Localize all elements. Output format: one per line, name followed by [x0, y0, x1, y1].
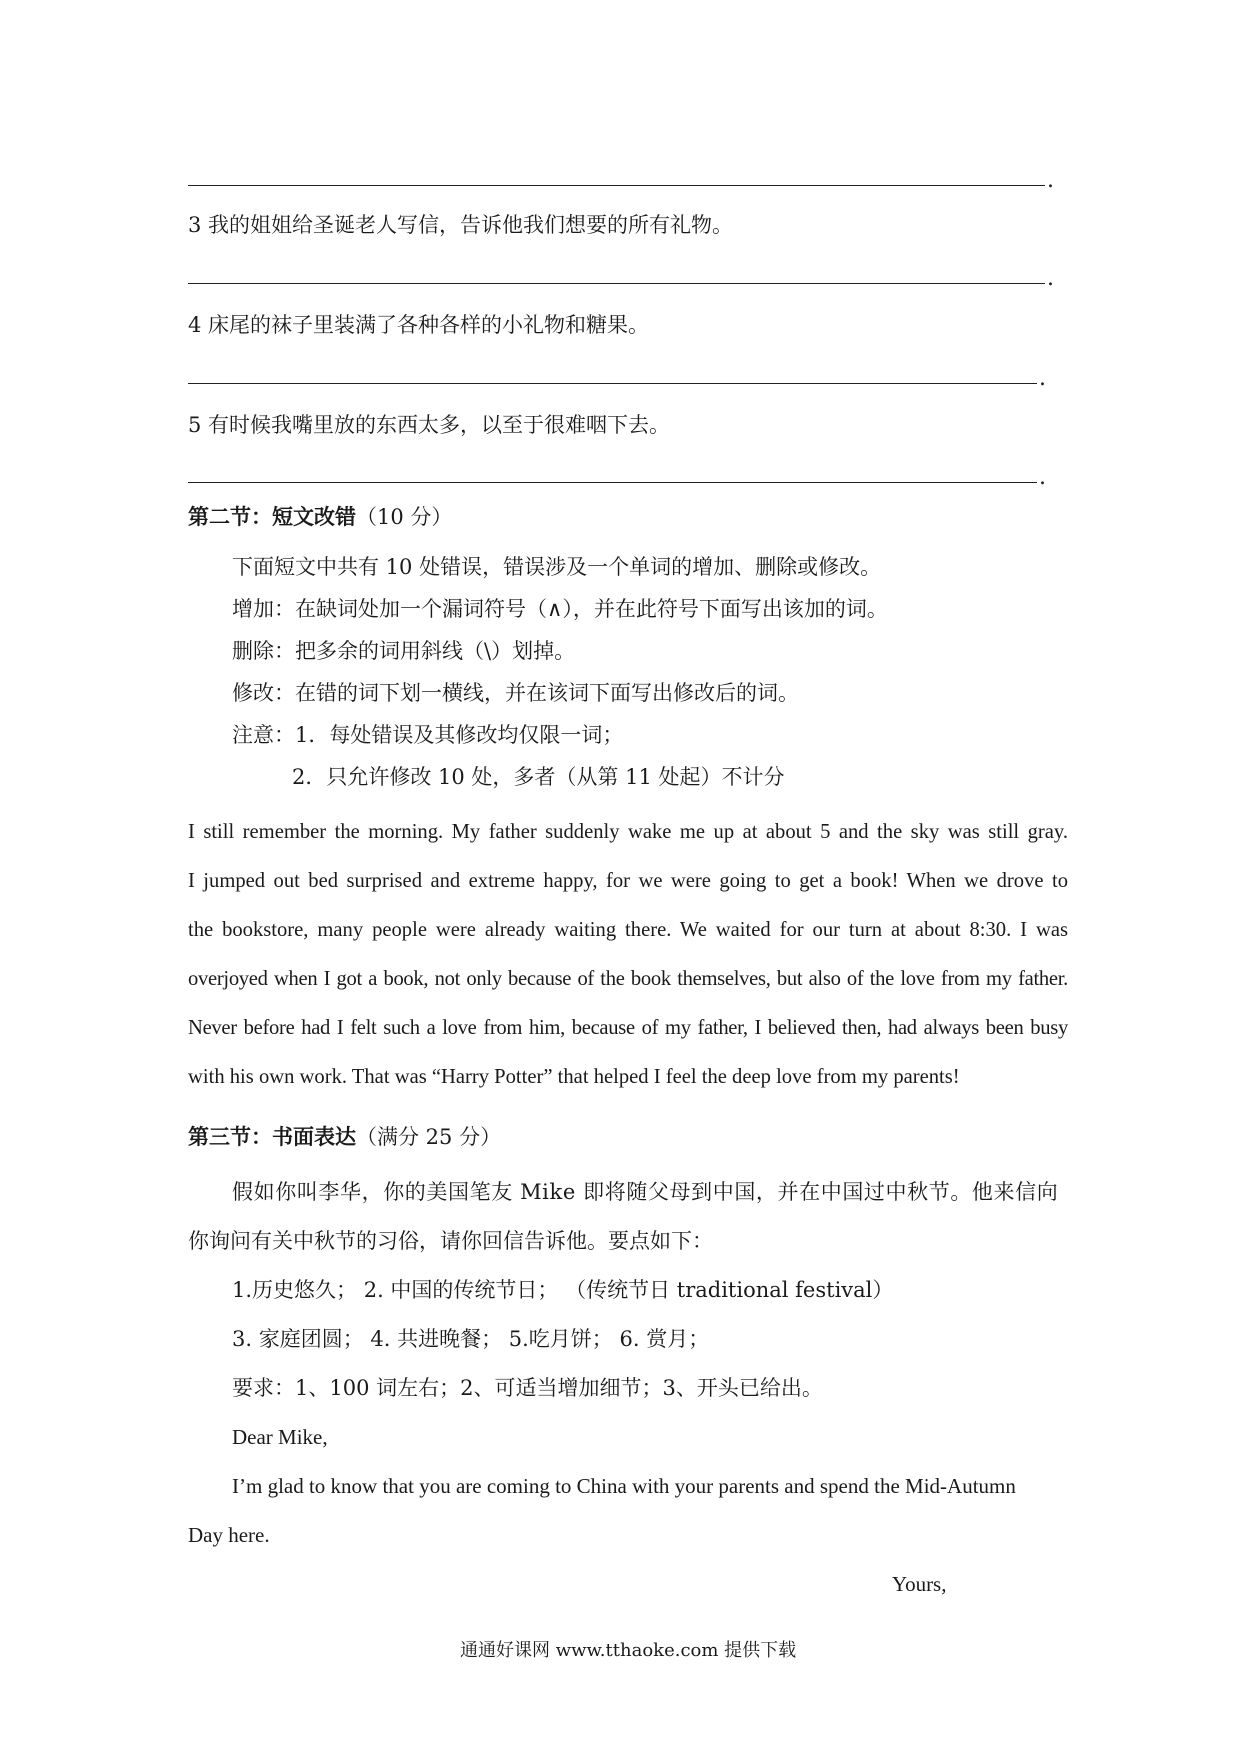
passage-line: I jumped out bed surprised and extreme happy, for we were going to get a book! When we drove to [188, 870, 1068, 892]
requirements-line: 要求：1、100 词左右；2、可适当增加细节；3、开头已给出。 [232, 1376, 823, 1400]
writing-prompt-line-2: 你询问有关中秋节的习俗，请你回信告诉他。要点如下： [188, 1229, 713, 1253]
letter-salutation: Dear Mike, [232, 1425, 328, 1449]
letter-closing: Yours, [892, 1572, 947, 1596]
passage-line: Never before had I felt such a love from him, because of my father, I believed then, had always been busy [188, 1017, 1068, 1039]
instruction-line: 删除：把多余的词用斜线（\）划掉。 [232, 639, 576, 663]
section-3-title: 第三节：书面表达 [188, 1124, 356, 1149]
passage-line: overjoyed when I got a book, not only because of the book themselves, but also of the love from my father. [188, 968, 1068, 990]
answer-line-dot: . [1039, 465, 1046, 490]
answer-line-4 [188, 383, 1037, 384]
section-2-heading [188, 502, 452, 532]
section-3-heading [188, 1122, 501, 1152]
instruction-line: 修改：在错的词下划一横线，并在该词下面写出修改后的词。 [232, 681, 799, 705]
key-points-line-1: 1.历史悠久； 2. 中国的传统节日； （传统节日 traditional festival） [232, 1278, 894, 1302]
instruction-line: 下面短文中共有 10 处错误，错误涉及一个单词的增加、删除或修改。 [232, 555, 882, 579]
answer-line-3 [188, 283, 1045, 284]
answer-line-5 [188, 482, 1037, 483]
instruction-line: 注意：1．每处错误及其修改均仅限一词； [232, 723, 624, 747]
letter-line-2: Day here. [188, 1523, 270, 1547]
answer-line-2 [188, 185, 1045, 186]
writing-prompt-line-1: 假如你叫李华，你的美国笔友 Mike 即将随父母到中国，并在中国过中秋节。他来信向 [232, 1180, 1059, 1204]
section-3-score: （满分 25 分） [356, 1125, 502, 1149]
instruction-line: 2．只允许修改 10 处，多者（从第 11 处起）不计分 [292, 765, 785, 789]
passage-line: with his own work. That was “Harry Potter” that helped I feel the deep love from my parents! [188, 1066, 960, 1088]
page-footer: 通通好课网 www.tthaoke.com 提供下载 [460, 1640, 797, 1661]
answer-line-dot: . [1047, 266, 1054, 291]
passage-line: the bookstore, many people were already waiting there. We waited for our turn at about 8:30. I was [188, 919, 1068, 941]
translation-item-4: 4 床尾的袜子里装满了各种各样的小礼物和糖果。 [188, 313, 650, 337]
instruction-line: 增加：在缺词处加一个漏词符号（∧），并在此符号下面写出该加的词。 [232, 597, 888, 621]
section-2-title: 第二节：短文改错 [188, 504, 356, 529]
translation-item-3: 3 我的姐姐给圣诞老人写信，告诉他我们想要的所有礼物。 [188, 213, 734, 237]
translation-item-5: 5 有时候我嘴里放的东西太多，以至于很难咽下去。 [188, 413, 671, 437]
section-2-score: （10 分） [356, 505, 453, 529]
letter-line-1: I’m glad to know that you are coming to China with your parents and spend the Mid-Autumn [232, 1474, 1016, 1498]
passage-line: I still remember the morning. My father suddenly wake me up at about 5 and the sky was still gray. [188, 821, 1068, 843]
answer-line-dot: . [1039, 366, 1046, 391]
key-points-line-2: 3. 家庭团圆； 4. 共进晚餐； 5.吃月饼； 6. 赏月； [232, 1327, 710, 1351]
answer-line-dot: . [1047, 168, 1054, 193]
